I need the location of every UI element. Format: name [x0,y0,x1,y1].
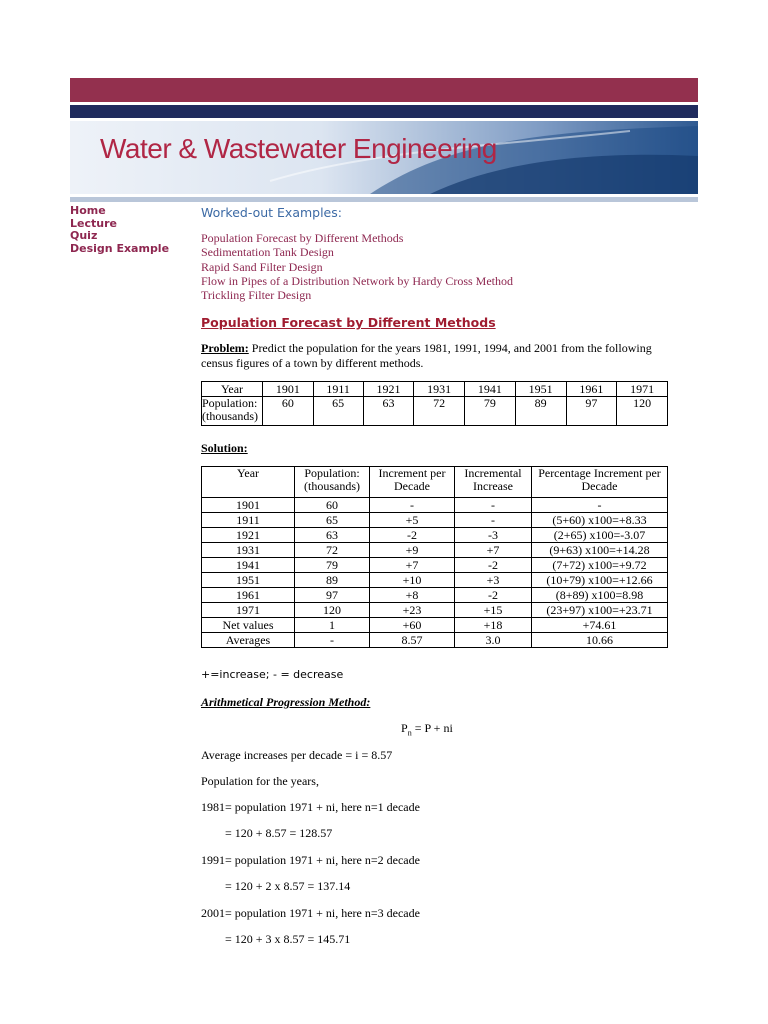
solution-cell: Net values [202,618,295,633]
solution-label: Solution: [201,441,248,455]
nav-home[interactable]: Home [70,204,106,217]
solution-table-body [202,498,668,648]
formula-p: P [401,721,408,735]
problem-label: Problem: [201,341,249,355]
solution-cell: -2 [455,558,532,573]
solution-cell: 1 [295,618,370,633]
solution-cell: +15 [455,603,532,618]
solution-cell: - [455,513,532,528]
method-title: Arithmetical Progression Method: [201,695,371,709]
census-pop: 97 [566,397,617,426]
solution-header-row [202,467,668,498]
census-year: 1951 [515,382,566,397]
calc-line: Population for the years, [201,774,319,788]
example-links [201,231,513,302]
solution-cell: (5+60) x100=+8.33 [532,513,668,528]
problem-text: Predict the population for the years 1981, 1991, 1994, and 2001 from the following census figures of a town by different methods. [201,341,652,370]
solution-cell: Averages [202,633,295,648]
solution-row [202,513,668,528]
calc-line: = 120 + 8.57 = 128.57 [225,826,333,840]
solution-row [202,528,668,543]
header-increment: Increment per Decade [370,467,455,498]
link-sedimentation-tank[interactable]: Sedimentation Tank Design [201,245,334,260]
solution-cell: (7+72) x100=+9.72 [532,558,668,573]
census-pop-label: Population: (thousands) [202,397,263,426]
formula-rest: = P + ni [411,721,453,735]
solution-cell: - [295,633,370,648]
solution-cell: (10+79) x100=+12.66 [532,573,668,588]
solution-cell: 1951 [202,573,295,588]
census-pop-row [202,397,668,426]
solution-cell: +9 [370,543,455,558]
calc-line: = 120 + 3 x 8.57 = 145.71 [225,932,351,946]
link-hardy-cross[interactable]: Flow in Pipes of a Distribution Network by Hardy Cross Method [201,273,513,288]
solution-cell: 1971 [202,603,295,618]
solution-cell: (2+65) x100=-3.07 [532,528,668,543]
census-pop: 60 [263,397,314,426]
banner-bottom-bar [70,197,698,202]
solution-row [202,498,668,513]
solution-cell: 1931 [202,543,295,558]
solution-row [202,543,668,558]
calc-line: 2001= population 1971 + ni, here n=3 decade [201,906,420,920]
census-year-label: Year [202,382,263,397]
solution-cell: +60 [370,618,455,633]
header-population: Population: (thousands) [295,467,370,498]
solution-row [202,603,668,618]
census-year: 1971 [617,382,668,397]
solution-cell: +74.61 [532,618,668,633]
solution-cell: +7 [455,543,532,558]
census-year: 1901 [263,382,314,397]
census-pop: 79 [465,397,516,426]
solution-cell: +8 [370,588,455,603]
census-year: 1931 [414,382,465,397]
nav-quiz[interactable]: Quiz [70,229,98,242]
solution-cell: +23 [370,603,455,618]
solution-cell: 1961 [202,588,295,603]
header-year: Year [202,467,295,498]
solution-cell: 60 [295,498,370,513]
header-percentage: Percentage Increment per Decade [532,467,668,498]
nav-lecture[interactable]: Lecture [70,216,117,230]
formula-sub: n [407,728,412,738]
solution-cell: (8+89) x100=8.98 [532,588,668,603]
solution-cell: 63 [295,528,370,543]
solution-cell: 89 [295,573,370,588]
solution-cell: 72 [295,543,370,558]
solution-table [201,466,668,648]
link-population-forecast[interactable]: Population Forecast by Different Methods [201,231,404,245]
solution-cell: (9+63) x100=+14.28 [532,543,668,558]
left-nav [70,205,169,255]
banner-top-bar [70,78,698,102]
solution-cell: 120 [295,603,370,618]
nav-design-example[interactable]: Design Example [70,241,170,255]
solution-row [202,588,668,603]
census-table [201,381,668,426]
link-rapid-sand-filter[interactable]: Rapid Sand Filter Design [201,259,323,274]
solution-cell: 1941 [202,558,295,573]
solution-cell: +18 [455,618,532,633]
calc-line: Average increases per decade = i = 8.57 [201,748,393,762]
solution-cell: 1911 [202,513,295,528]
solution-cell: -2 [370,528,455,543]
link-trickling-filter[interactable]: Trickling Filter Design [201,288,312,303]
solution-cell: +10 [370,573,455,588]
census-year: 1921 [363,382,414,397]
census-pop: 120 [617,397,668,426]
page-heading: Population Forecast by Different Methods [201,315,496,330]
solution-cell: -2 [455,588,532,603]
census-pop: 89 [515,397,566,426]
calc-line: 1981= population 1971 + ni, here n=1 decade [201,800,420,814]
solution-cell: +7 [370,558,455,573]
census-year-row [202,382,668,397]
solution-cell: 8.57 [370,633,455,648]
solution-cell: (23+97) x100=+23.71 [532,603,668,618]
census-year: 1961 [566,382,617,397]
solution-cell: 97 [295,588,370,603]
census-year: 1911 [313,382,363,397]
solution-cell: 10.66 [532,633,668,648]
solution-cell: 1921 [202,528,295,543]
solution-row [202,633,668,648]
banner-navy-bar [70,105,698,118]
census-year: 1941 [465,382,516,397]
banner-title: Water & Wastewater Engineering [100,133,497,164]
solution-cell: - [455,498,532,513]
solution-row [202,573,668,588]
section-title: Worked-out Examples: [201,205,342,220]
problem-statement [201,341,671,370]
census-pop: 65 [313,397,363,426]
formula [401,721,453,737]
solution-cell: 1901 [202,498,295,513]
solution-cell: - [370,498,455,513]
calc-line: = 120 + 2 x 8.57 = 137.14 [225,879,351,893]
census-pop: 63 [363,397,414,426]
solution-cell: +3 [455,573,532,588]
legend-note: +=increase; - = decrease [201,668,344,681]
solution-row [202,558,668,573]
solution-cell: 79 [295,558,370,573]
solution-cell: 65 [295,513,370,528]
banner-image [70,121,698,194]
solution-cell: - [532,498,668,513]
solution-row [202,618,668,633]
calc-line: 1991= population 1971 + ni, here n=2 decade [201,853,420,867]
header-incremental-increase: Incremental Increase [455,467,532,498]
census-pop: 72 [414,397,465,426]
solution-cell: +5 [370,513,455,528]
solution-cell: 3.0 [455,633,532,648]
solution-cell: -3 [455,528,532,543]
